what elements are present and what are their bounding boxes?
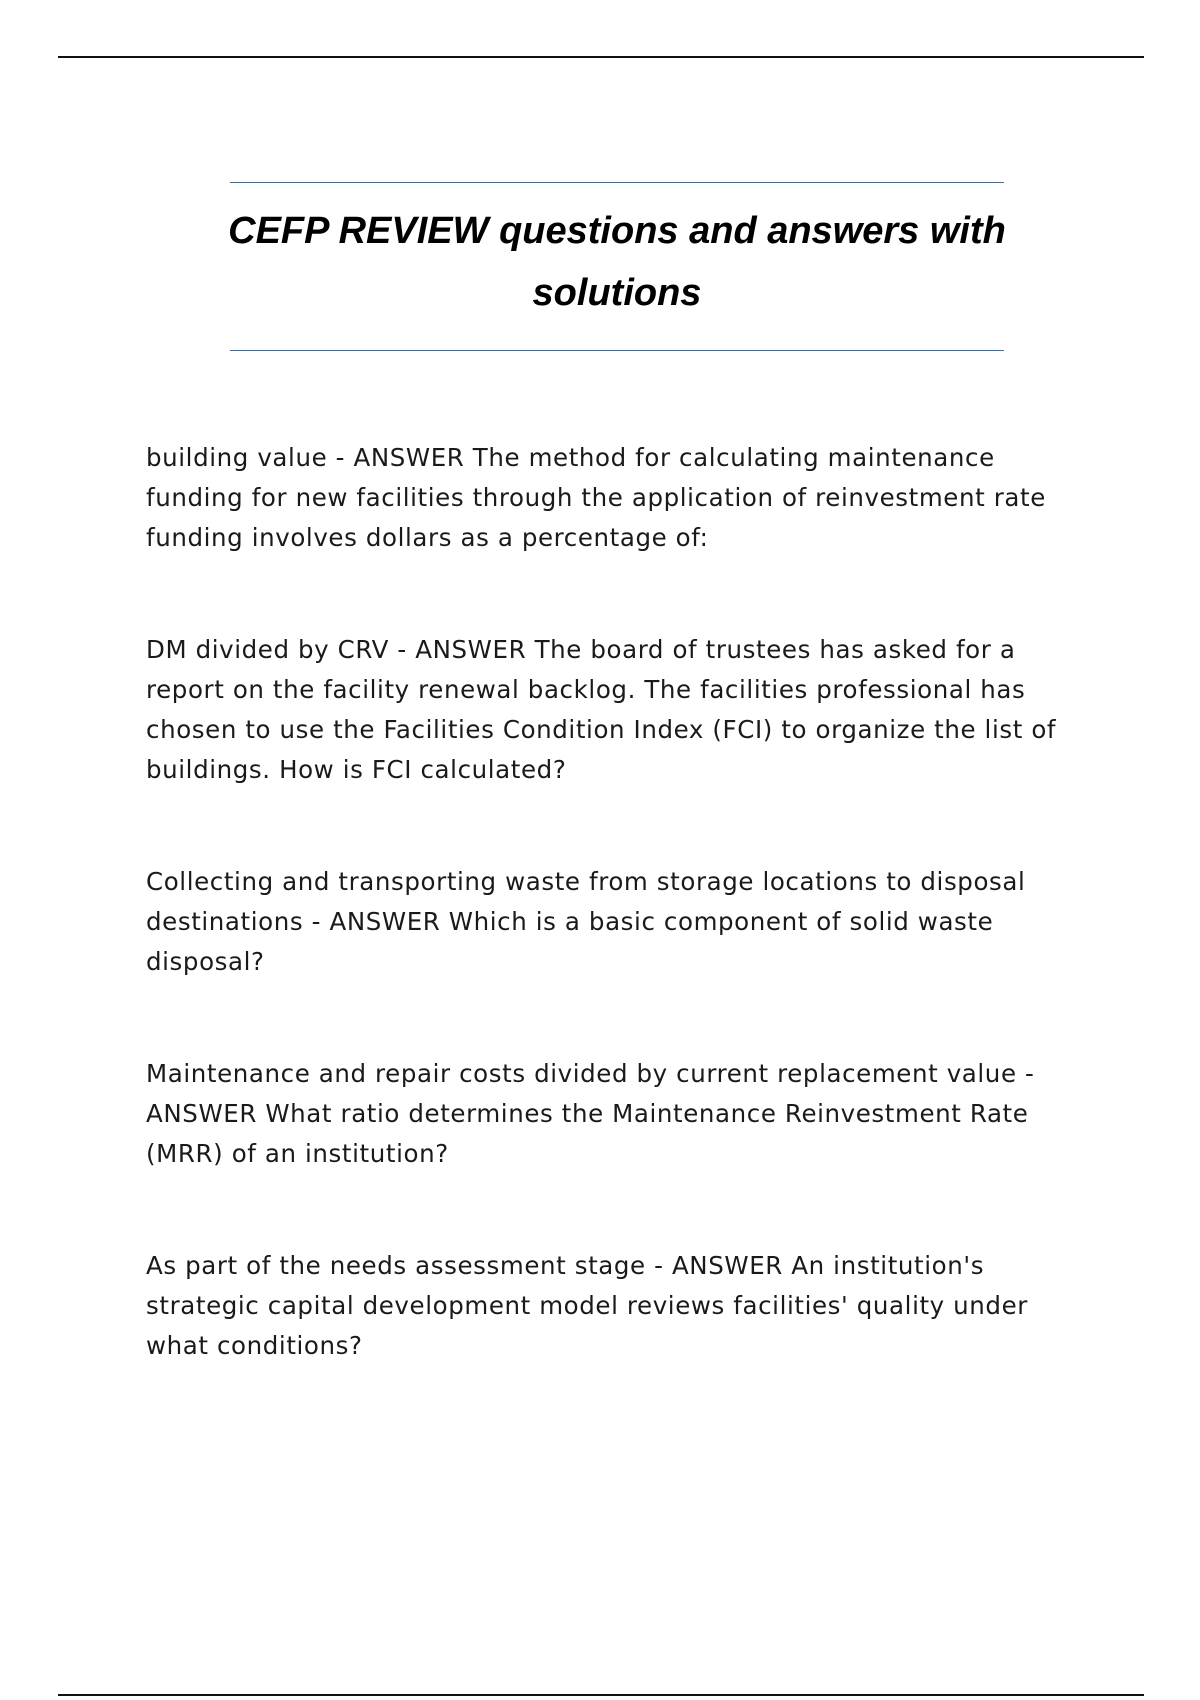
qa-list [146,438,1086,1438]
page-top-rule [58,56,1144,58]
qa-item: DM divided by CRV - ANSWER The board of trustees has asked for a report on the facility renewal backlog. The facilities professional has chosen to use the Facilities Condition Index (FCI) to organize the list of buildings. How is FCI calculated? [146,635,1057,784]
title-top-rule [230,182,1004,183]
qa-item: Collecting and transporting waste from storage locations to disposal destinations - ANSWER Which is a basic component of solid waste disposal? [146,867,1026,976]
qa-item: Maintenance and repair costs divided by current replacement value - ANSWER What ratio determines the Maintenance Reinvestment Rate (MRR) of an institution? [146,1059,1035,1168]
document-title: CEFP REVIEW questions and answers with solutions [228,210,1006,314]
qa-item: building value - ANSWER The method for calculating maintenance funding for new facilities through the application of reinvestment rate funding involves dollars as a percentage of: [146,443,1046,552]
page-bottom-rule [58,1694,1144,1696]
qa-item: As part of the needs assessment stage - ANSWER An institution's strategic capital development model reviews facilities' quality under what conditions? [146,1251,1028,1360]
title-bottom-rule [230,350,1004,351]
